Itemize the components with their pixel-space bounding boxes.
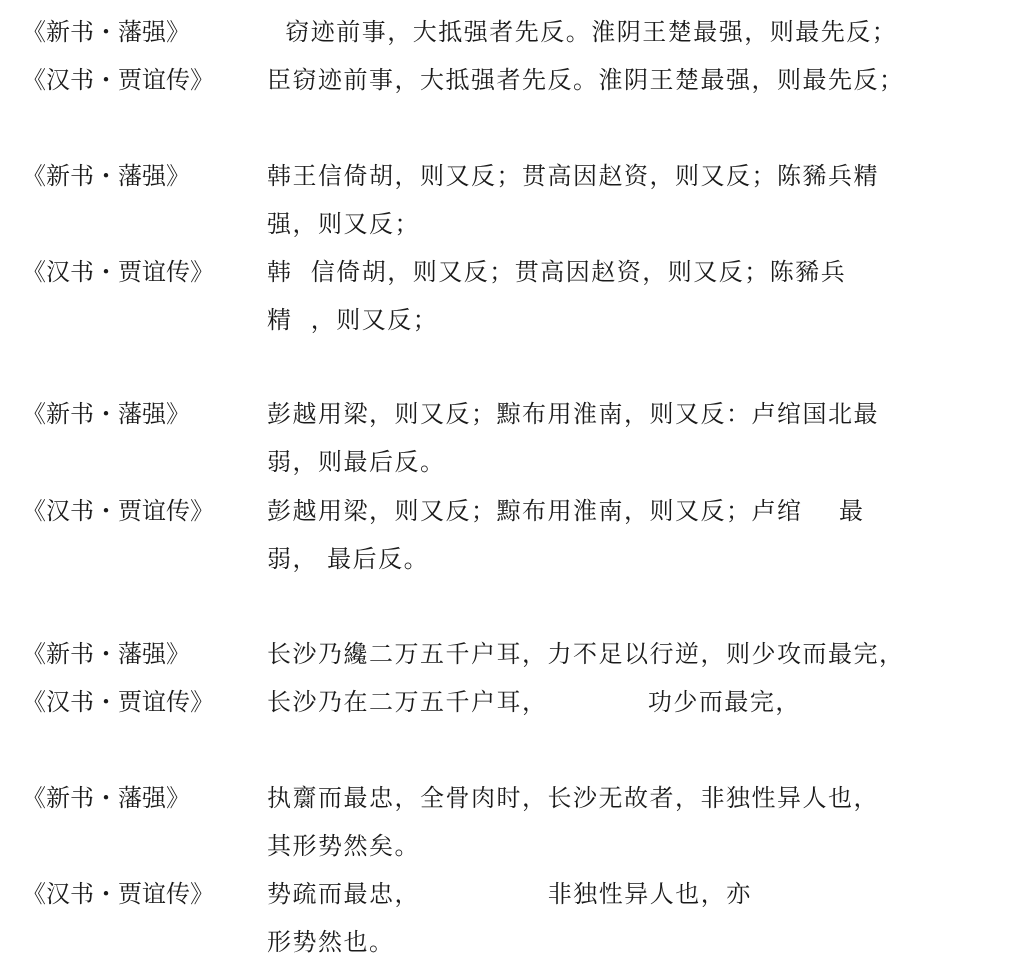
source-label-xinshu: 《新书・藩强》 xyxy=(22,400,190,428)
passage-line: 其形势然矣。 xyxy=(267,832,420,860)
passage-text xyxy=(267,774,977,870)
passage-text xyxy=(267,870,977,966)
source-label-xinshu: 《新书・藩强》 xyxy=(22,162,190,190)
passage-text xyxy=(267,678,977,726)
passage-line: 韩王信倚胡，则又反；贯高因赵资，则又反；陈豨兵精 xyxy=(267,162,879,190)
source-label-hanshu: 《汉书・贾谊传》 xyxy=(22,880,214,908)
passage-line: 执𪗋而最忠，全骨肉时，长沙无故者，非独性异人也， xyxy=(267,784,879,812)
passage-text xyxy=(267,152,977,248)
passage-line: 势疏而最忠， 非独性异人也，亦 xyxy=(267,880,752,908)
passage-line: 窃迹前事，大抵强者先反。淮阴王楚最强，则最先反； xyxy=(267,18,898,46)
passage-line: 臣窃迹前事，大抵强者先反。淮阴王楚最强，则最先反； xyxy=(267,66,905,94)
passage-line: 精 ，则又反； xyxy=(267,306,439,334)
passage-line: 弱，则最后反。 xyxy=(267,448,446,476)
passage-text xyxy=(267,487,977,583)
passage-text xyxy=(267,248,977,344)
passage-line: 彭越用梁，则又反；黥布用淮南，则又反：卢绾国北最 xyxy=(267,400,879,428)
passage-line: 形势然也。 xyxy=(267,928,395,956)
passage-text xyxy=(267,390,977,486)
passage-text xyxy=(267,630,977,678)
passage-line: 长沙乃纔二万五千户耳，力不足以行逆，则少攻而最完， xyxy=(267,640,905,668)
source-label-hanshu: 《汉书・贾谊传》 xyxy=(22,258,214,286)
source-label-hanshu: 《汉书・贾谊传》 xyxy=(22,66,214,94)
source-label-hanshu: 《汉书・贾谊传》 xyxy=(22,688,214,716)
passage-line: 韩 信倚胡，则又反；贯高因赵资，则又反；陈豨兵 xyxy=(267,258,847,286)
passage-line: 弱， 最后反。 xyxy=(267,545,430,573)
passage-text xyxy=(267,8,977,56)
source-label-xinshu: 《新书・藩强》 xyxy=(22,784,190,812)
passage-line: 长沙乃在二万五千户耳， 功少而最完， xyxy=(267,688,801,716)
passage-text xyxy=(267,56,977,104)
source-label-xinshu: 《新书・藩强》 xyxy=(22,18,190,46)
source-label-hanshu: 《汉书・贾谊传》 xyxy=(22,497,214,525)
passage-line: 强，则又反； xyxy=(267,210,420,238)
passage-line: 彭越用梁，则又反；黥布用淮南，则又反；卢绾 最 xyxy=(267,497,865,525)
source-label-xinshu: 《新书・藩强》 xyxy=(22,640,190,668)
